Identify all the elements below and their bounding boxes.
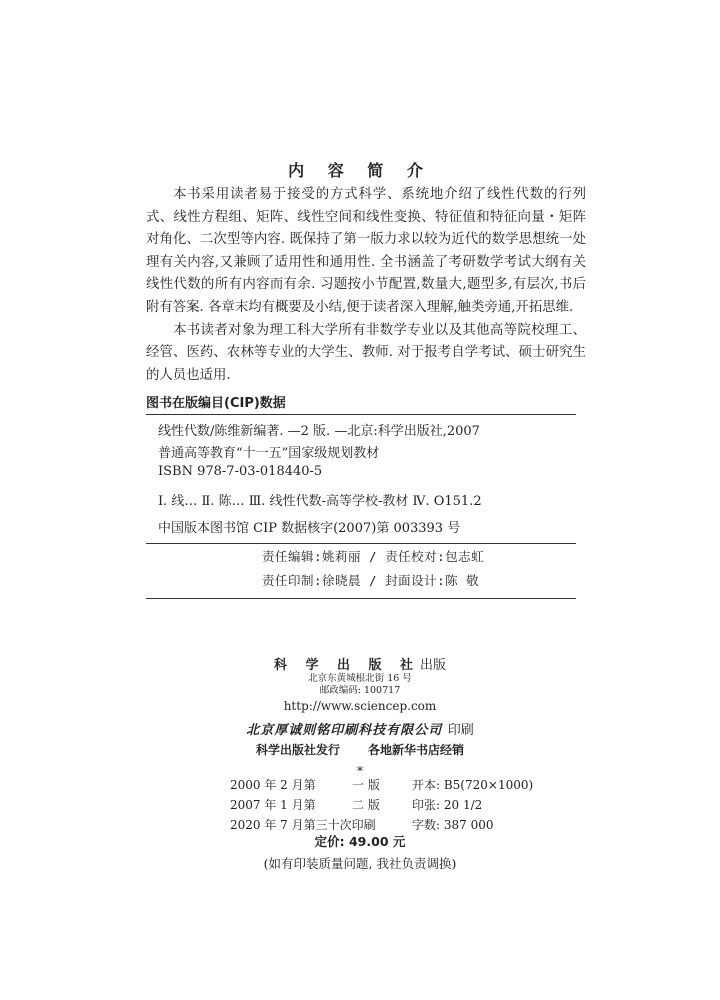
edition-number: 二 版 bbox=[352, 798, 380, 812]
divider bbox=[146, 543, 576, 544]
edition-info: 开本: B5(720×1000) bbox=[412, 778, 534, 792]
publisher-name-suffix: 出版 bbox=[420, 658, 447, 673]
intro-paragraph-2: 本书读者对象为理工科大学所有非数学专业以及其他高等院校理工、经管、医药、农林等专业的大学生、教师. 对于报考自学考试、硕士研究生的人员也适用. bbox=[146, 322, 586, 383]
cip-line-isbn: ISBN 978-7-03-018440-5 bbox=[158, 464, 323, 479]
printer-line bbox=[0, 719, 720, 738]
price: 定价: 49.00 元 bbox=[314, 834, 406, 849]
publisher-block bbox=[0, 654, 720, 778]
edition-date: 2000 年 2 月第 bbox=[230, 778, 316, 792]
cip-line-bibliographic: 线性代数/陈维新编著. —2 版. —北京:科学出版社,2007 bbox=[158, 424, 480, 439]
edition-table bbox=[230, 776, 533, 836]
edition-info: 字数: 387 000 bbox=[412, 818, 494, 832]
edition-number: 一 版 bbox=[352, 778, 380, 792]
printer-suffix: 印刷 bbox=[447, 723, 474, 738]
cip-line-record-number: 中国版本图书馆 CIP 数据核字(2007)第 003393 号 bbox=[158, 521, 461, 536]
publisher-url: http://www.sciencep.com bbox=[283, 699, 437, 713]
issuer: 科学出版社发行 bbox=[255, 743, 340, 757]
publisher-name-line bbox=[0, 654, 720, 673]
book-introduction bbox=[146, 184, 586, 387]
intro-paragraph-1: 本书采用读者易于接受的方式科学、系统地介绍了线性代数的行列式、线性方程组、矩阵、线性空间和线性变换、特征值和特征向量・矩阵对角化、二次型等内容. 既保持了第一版力求以较为近代的数学思想统一处理有关内容,又兼顾了适用性和通用性. 全书涵盖了考研数学考试大纲有关线性代数的所有内容而有余. 习题按小节配置,数量大,题型多,有层次,书后附有答案. 各章末均有概要及小结,便于读者深入理解,触类旁通,开拓思维. bbox=[146, 187, 586, 315]
edition-info: 印张: 20 1/2 bbox=[412, 798, 483, 812]
separator-star: * bbox=[357, 764, 363, 778]
edition-date: 2007 年 1 月第 bbox=[230, 798, 316, 812]
edition-row bbox=[230, 796, 533, 816]
cip-line-classification: Ⅰ. 线… Ⅱ. 陈… Ⅲ. 线性代数-高等学校-教材 Ⅳ. O151.2 bbox=[158, 494, 482, 509]
page-title: 内 容 简 介 bbox=[288, 161, 432, 180]
publisher-address: 北京东黄城根北街 16 号 bbox=[308, 673, 412, 684]
seller: 各地新华书店经销 bbox=[368, 743, 465, 757]
divider bbox=[146, 414, 576, 415]
edition-date: 2020 年 7 月第三十次印刷 bbox=[230, 818, 376, 832]
divider bbox=[146, 598, 576, 599]
edition-row bbox=[230, 776, 533, 796]
staff-editors: 责任编辑:姚莉丽 / 责任校对:包志虹 bbox=[262, 549, 485, 564]
cip-line-series: 普通高等教育“十一五”国家级规划教材 bbox=[158, 446, 380, 461]
distribution-line bbox=[0, 741, 720, 758]
quality-notice: (如有印装质量问题, 我社负责调换) bbox=[263, 856, 457, 871]
publisher-postcode: 邮政编码: 100717 bbox=[319, 685, 401, 696]
cip-heading: 图书在版编目(CIP)数据 bbox=[146, 396, 286, 411]
staff-production: 责任印制:徐晓晨 / 封面设计:陈 敬 bbox=[262, 573, 480, 588]
publisher-name: 科 学 出 版 社 bbox=[273, 658, 421, 673]
printer-name: 北京厚诚则铭印刷科技有限公司 bbox=[246, 723, 443, 738]
